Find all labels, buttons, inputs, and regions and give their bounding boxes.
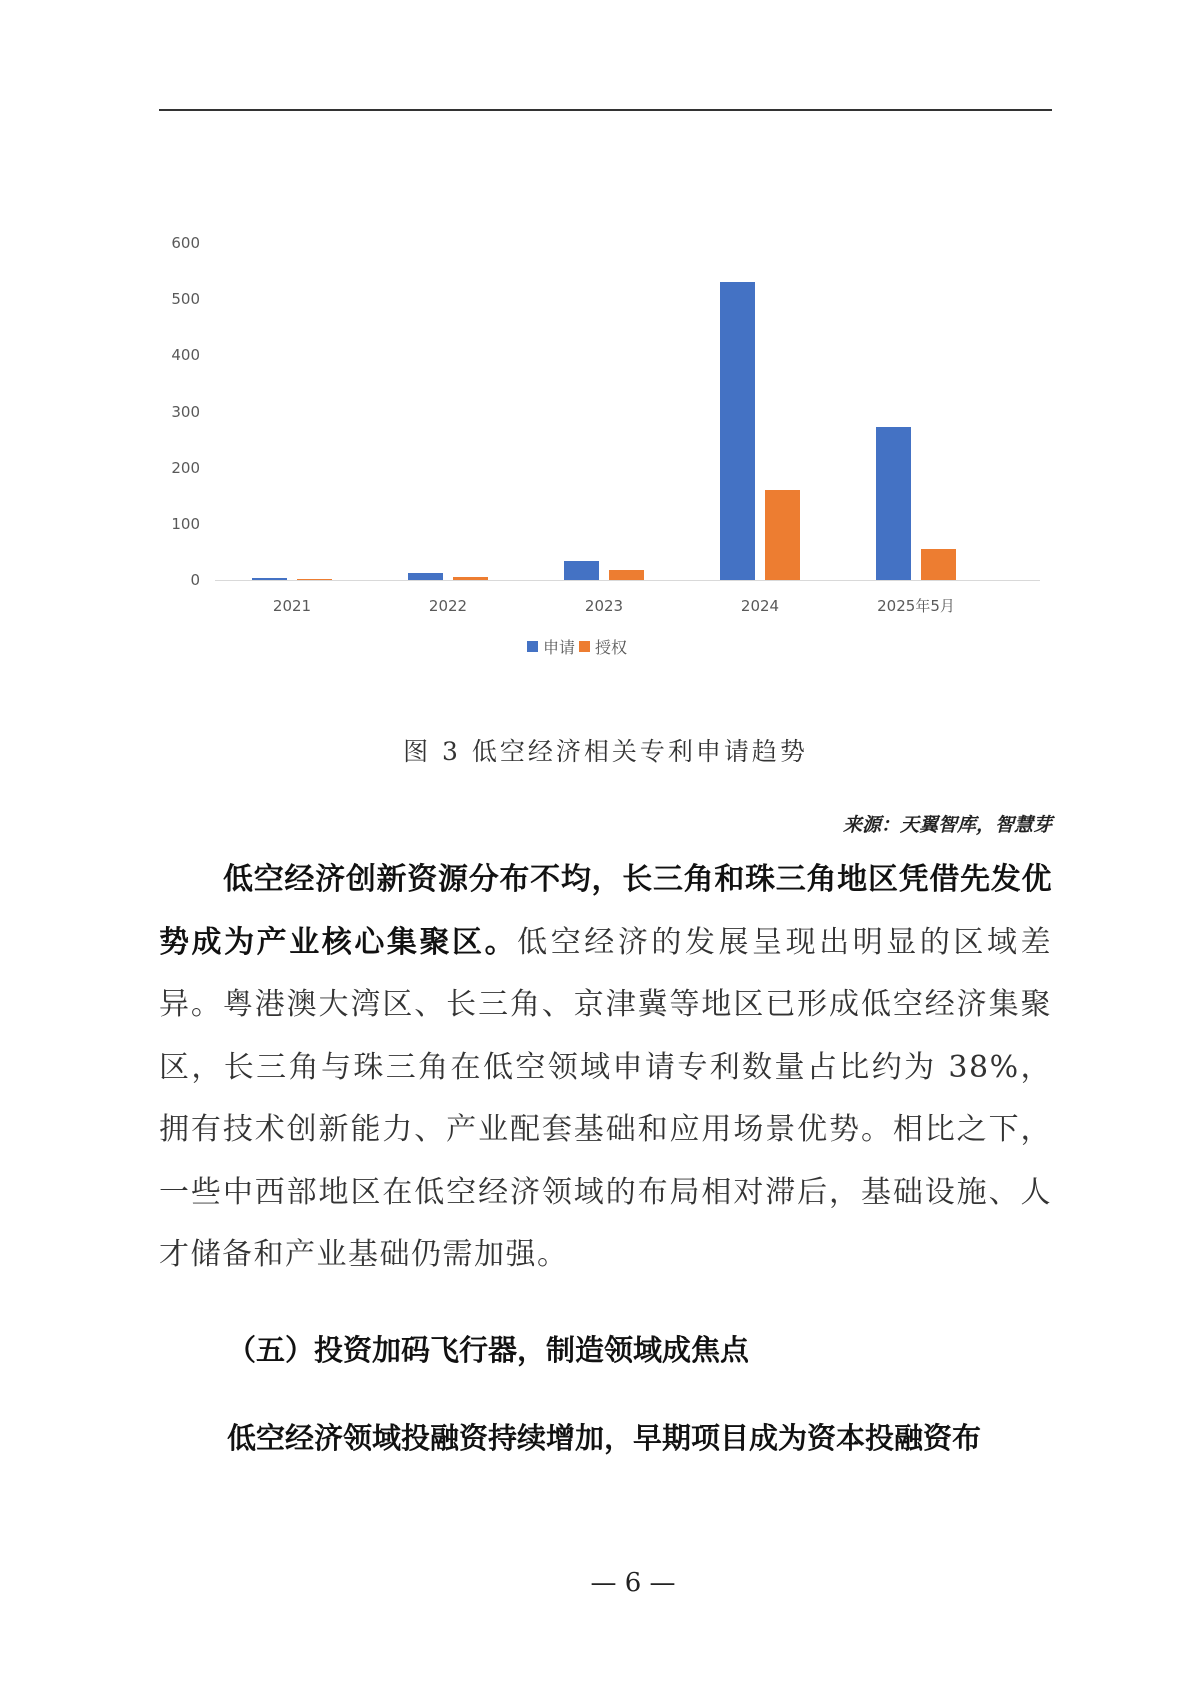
x-axis-tick-label: 2021 <box>272 597 312 615</box>
x-axis-line <box>215 580 1040 581</box>
bar-application-1 <box>408 573 443 580</box>
y-axis-tick-label: 100 <box>171 514 200 533</box>
bar-application-0 <box>252 578 287 580</box>
x-axis-tick-label: 2025年5月 <box>877 597 955 615</box>
figure-source: 来源：天翼智库，智慧芽 <box>842 814 1052 836</box>
page-number: — 6 — <box>590 1568 676 1598</box>
legend-swatch-icon <box>579 641 590 652</box>
bar-application-4 <box>876 427 911 580</box>
section-heading: （五）投资加码飞行器，制造领域成焦点 <box>227 1333 750 1367</box>
bar-application-2 <box>564 561 599 580</box>
bar-grant-3 <box>765 490 800 580</box>
paragraph-body: 低空经济的发展呈现出明显的区域差异。粤港澳大湾区、长三角、京津冀等地区已形成低空经济集聚区，长三角与珠三角在低空领域申请专利数量占比约为 38%，拥有技术创新能力、产业配套基础和应用场景优势。相比之下，一些中西部地区在低空经济领域的布局相对滞后，基础设施、人才储备和产业基础仍需加强。 <box>159 924 1053 1272</box>
bar-grant-1 <box>453 577 488 580</box>
paragraph-lead-bold: 低空经济创新资源分布不均，长三角和珠三角地区凭借先发优势成为产业核心集聚区。 <box>159 862 1052 960</box>
legend-swatch-icon <box>527 641 538 652</box>
legend-label: 申请 <box>543 638 576 657</box>
body-paragraph-1 <box>159 849 1052 1287</box>
x-axis-tick-label: 2022 <box>428 597 468 615</box>
y-axis-tick-label: 0 <box>190 571 200 589</box>
y-axis-tick-label: 600 <box>171 234 200 252</box>
y-axis-tick-label: 300 <box>171 402 200 421</box>
chart-legend <box>527 635 627 658</box>
patent-trend-chart <box>150 220 1030 670</box>
bar-application-3 <box>720 282 755 580</box>
legend-item <box>579 635 627 658</box>
x-axis-tick-label: 2023 <box>584 597 624 615</box>
header-rule <box>159 109 1052 111</box>
bar-grant-0 <box>297 579 332 580</box>
legend-item <box>527 635 575 658</box>
bar-grant-4 <box>921 549 956 580</box>
bar-grant-2 <box>609 570 644 580</box>
figure-caption: 图 3 低空经济相关专利申请趋势 <box>403 737 808 766</box>
body-paragraph-2-lead: 低空经济领域投融资持续增加，早期项目成为资本投融资布 <box>227 1421 982 1455</box>
x-axis-tick-label: 2024 <box>740 597 780 615</box>
y-axis-tick-label: 400 <box>171 346 200 365</box>
y-axis-tick-label: 500 <box>171 290 200 309</box>
legend-label: 授权 <box>595 638 628 657</box>
y-axis-tick-label: 200 <box>171 458 200 477</box>
